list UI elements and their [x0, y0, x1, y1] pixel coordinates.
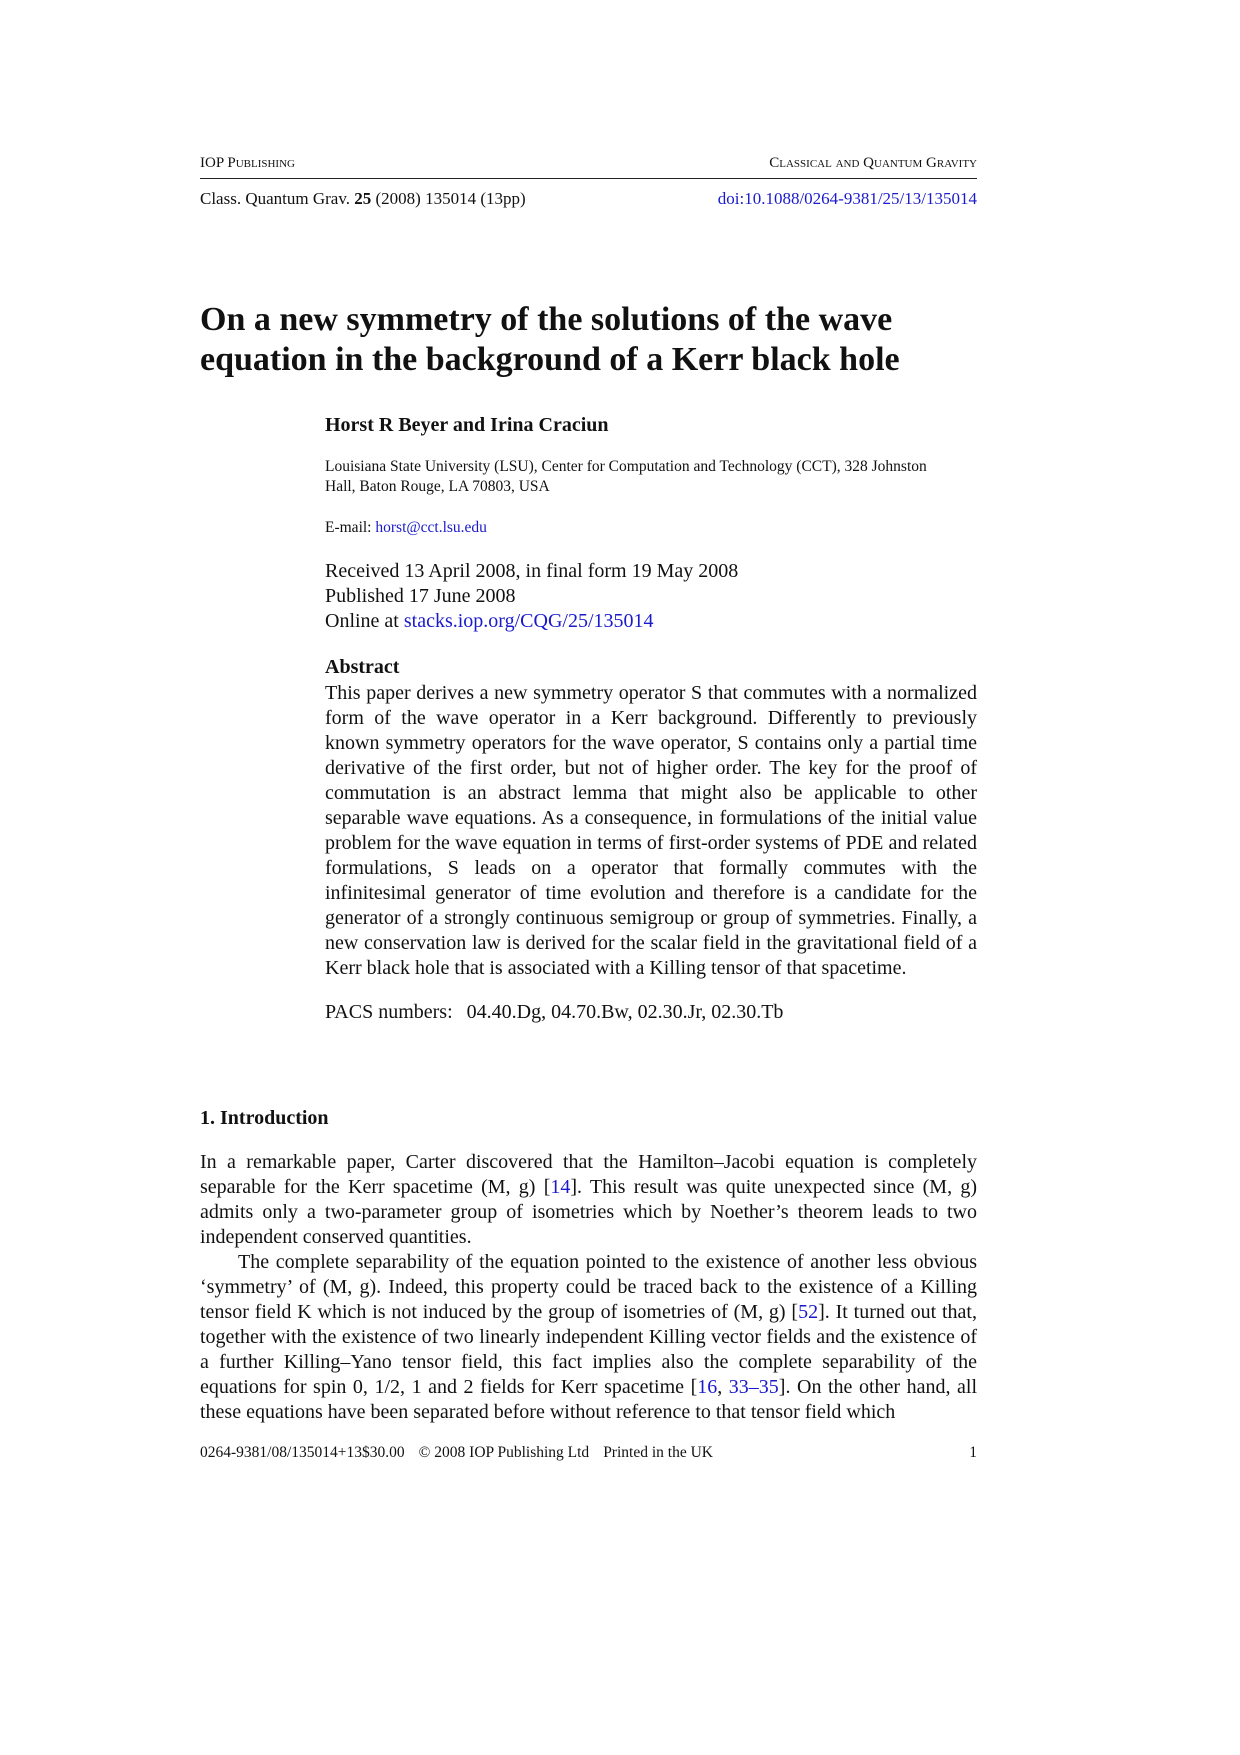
pacs-line: [325, 1001, 977, 1024]
paper-title: [200, 300, 977, 380]
citation-line: [200, 189, 977, 209]
citation-link[interactable]: 33–35: [728, 1376, 779, 1398]
page-number: 1: [969, 1444, 977, 1461]
journal-name: Classical and Quantum Gravity: [769, 155, 977, 171]
online-link[interactable]: stacks.iop.org/CQG/25/135014: [403, 610, 654, 632]
body-text: [200, 1150, 977, 1425]
header-rule: [200, 178, 977, 179]
citation-link[interactable]: 52: [798, 1301, 819, 1323]
email-label: E-mail:: [325, 519, 372, 536]
online-line: Online at stacks.iop.org/CQG/25/135014: [325, 610, 654, 632]
citation: Class. Quantum Grav. 25 (2008) 135014 (13pp): [200, 189, 526, 208]
doi-link[interactable]: doi:10.1088/0264-9381/25/13/135014: [717, 189, 977, 208]
section-heading: 1. Introduction: [200, 1107, 329, 1129]
pacs-values: 04.40.Dg, 04.70.Bw, 02.30.Jr, 02.30.Tb: [466, 1001, 784, 1023]
email-line: [325, 519, 977, 537]
publisher-name: IOP Publishing: [200, 155, 295, 171]
footer-code: 0264-9381/08/135014+13$30.00: [200, 1444, 405, 1461]
publication-dates: [325, 559, 977, 634]
title-line-2: equation in the background of a Kerr black hole: [200, 341, 900, 378]
published-date: Published 17 June 2008: [325, 585, 516, 607]
page-footer: [200, 1444, 977, 1462]
received-date: Received 13 April 2008, in final form 19 May 2008: [325, 560, 739, 582]
citation-link[interactable]: 14: [550, 1176, 571, 1198]
footer-printed: Printed in the UK: [603, 1444, 713, 1461]
authors: Horst R Beyer and Irina Craciun: [325, 414, 609, 436]
citation-link[interactable]: 16: [697, 1376, 718, 1398]
affiliation: Louisiana State University (LSU), Center for Computation and Technology (CCT), 328 Johnston Hall, Baton Rouge, LA 70803, USA: [325, 458, 927, 495]
footer-copyright: © 2008 IOP Publishing Ltd: [418, 1444, 590, 1461]
abstract-heading: Abstract: [325, 656, 400, 678]
paragraph: The complete separability of the equation pointed to the existence of another less obvious ‘symmetry’ of (M, g). Indeed, this property could be traced back to the existence of a Killing tensor field K which is not induced by the group of isometries of (M, g) [52]. It turned out that, together with the existence of two linearly independent Killing vector fields and the existence of a further Killing–Yano tensor field, this fact implies also the complete separability of the equations for spin 0, 1/2, 1 and 2 fields for Kerr spacetime [16, 33–35]. On the other hand, all these equations have been separated before without reference to that tensor field which: [200, 1251, 977, 1423]
email-link[interactable]: horst@cct.lsu.edu: [375, 519, 487, 536]
pacs-label: PACS numbers:: [325, 1001, 453, 1023]
abstract-text: This paper derives a new symmetry operator S that commutes with a normalized form of the wave operator in a Kerr background. Differently to previously known symmetry operators for the wave operator, S contains only a partial time derivative of the first order, but not of higher order. The key for the proof of commutation is an abstract lemma that might also be applicable to other separable wave equations. As a consequence, in formulations of the initial value problem for the wave equation in terms of first-order systems of PDE and related formulations, S leads on a operator that formally commutes with the infinitesimal generator of time evolution and therefore is a candidate for the generator of a strongly continuous semigroup or group of symmetries. Finally, a new conservation law is derived for the scalar field in the gravitational field of a Kerr black hole that is associated with a Killing tensor of that spacetime.: [325, 682, 977, 979]
paragraph: In a remarkable paper, Carter discovered that the Hamilton–Jacobi equation is completely separable for the Kerr spacetime (M, g) [14]. This result was quite unexpected since (M, g) admits only a two-parameter group of isometries which by Noether’s theorem leads to two independent conserved quantities.: [200, 1151, 977, 1248]
citation-volume: 25: [354, 189, 372, 208]
title-line-1: On a new symmetry of the solutions of the wave: [200, 301, 893, 338]
running-header: [200, 155, 977, 172]
